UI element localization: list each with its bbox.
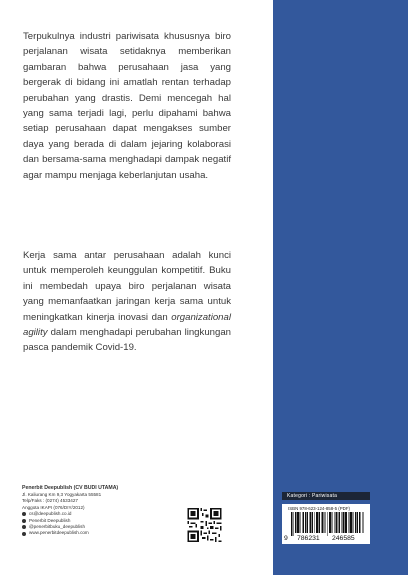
contact-email-text: cs@deepublish.co.id — [29, 511, 72, 517]
blurb-paragraph-2-start: Kerja sama antar perusahaan adalah kunci untuk memperoleh keunggulan kompetitif. Buku ini membedah upaya biro perjalanan wisata yang memanfaatkan jaringan kerja sama untuk meningkatkan kinerja inovasi dan — [23, 250, 231, 323]
qr-code-icon — [187, 508, 222, 542]
isbn-digit-first: 9 — [284, 535, 288, 542]
barcode-icon — [291, 512, 365, 536]
publisher-info — [22, 485, 172, 537]
contact-website — [22, 530, 172, 536]
blue-side-band — [273, 0, 408, 575]
blurb-paragraph-1 — [23, 29, 231, 183]
instagram-icon — [22, 525, 26, 529]
publisher-membership: Anggota IKAPI (076/DIY/2012) — [22, 504, 85, 510]
category-bar: Kategori : Pariwisata — [282, 492, 370, 500]
email-icon — [22, 512, 26, 516]
globe-icon — [22, 532, 26, 536]
blurb-paragraph-1-text: Terpukulnya industri pariwisata khususnya biro perjalanan wisata setidaknya memberikan gambaran bahwa perusahaan jasa yang bergerak di bidang ini amatlah rentan terhadap perubahan yang drastis. Demi mencegah hal yang sama terjadi lagi, perlu dipahami bahwa setiap perusahaan dapat mengakses sumber daya yang berada di dalam jejaring kolaborasi dan bersama-sama menghadapi dampak negatif agar mampu menjaga keberlanjutan usaha. — [23, 31, 231, 181]
publisher-name: Penerbit Deepublish (CV BUDI UTAMA) — [22, 485, 119, 491]
blurb-italic-term: organizational agility — [23, 311, 231, 339]
isbn-barcode-box — [282, 504, 370, 544]
facebook-icon — [22, 519, 26, 523]
publisher-phone: Telp/Faks : (0274) 4533427 — [22, 498, 78, 504]
publisher-address: Jl. Kaliurang Km 9,3 Yogyakarta 55581 — [22, 492, 102, 497]
contact-facebook-text: Penerbit Deepublish — [29, 517, 71, 523]
blurb-paragraph-2-end: dalam menghadapi perubahan lingkungan pasca pandemik Covid-19. — [23, 327, 231, 354]
isbn-digits — [284, 535, 368, 543]
blurb-paragraph-2 — [23, 248, 231, 356]
contact-instagram-text: @penerbitbuku_deepublish — [29, 524, 86, 530]
contact-website-text: www.penerbitdeepublish.com — [29, 530, 89, 536]
isbn-digits-middle: 786231 — [297, 535, 320, 542]
isbn-label: ISBN 978-623-124-858-5 (PDF) — [288, 506, 350, 511]
isbn-digits-last: 246585 — [332, 535, 355, 542]
